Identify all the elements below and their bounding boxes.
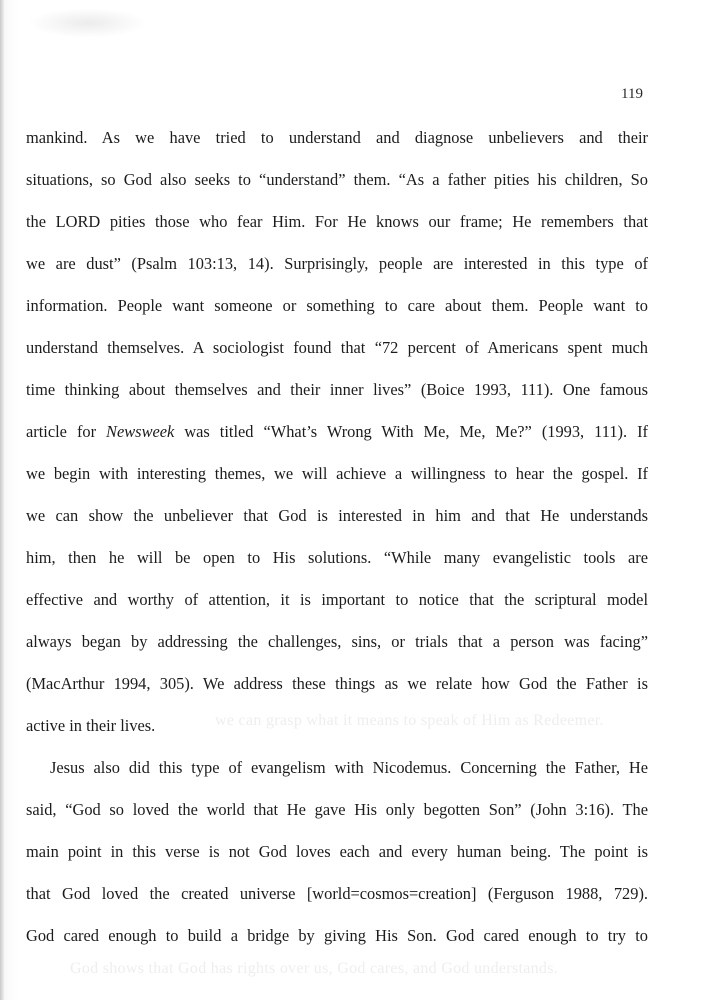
body-text-line: the LORD pities those who fear Him. For He knows our frame; He remembers that xyxy=(26,212,648,231)
paragraph-first-line: Jesus also did this type of evangelism with Nicodemus. Concerning the Father, He xyxy=(50,758,648,777)
body-text-line: time thinking about themselves and their inner lives” (Boice 1993, 111). One famous xyxy=(26,380,648,399)
body-text-line: understand themselves. A sociologist found that “72 percent of Americans spent much xyxy=(26,338,648,357)
scan-edge-shadow xyxy=(0,0,4,1000)
text-segment: was titled “What’s Wrong With Me, Me, Me?” (1993, 111). If xyxy=(174,422,648,441)
publication-title: Newsweek xyxy=(106,422,175,441)
body-text-line: situations, so God also seeks to “understand” them. “As a father pities his children, So xyxy=(26,170,648,189)
body-text-line: we can show the unbeliever that God is interested in him and that He understands xyxy=(26,506,648,525)
body-text-line xyxy=(26,422,648,442)
body-text-line: effective and worthy of attention, it is important to notice that the scriptural model xyxy=(26,590,648,609)
body-text-line: him, then he will be open to His solutions. “While many evangelistic tools are xyxy=(26,548,648,567)
text-segment: article for xyxy=(26,422,107,441)
body-text-line: God cared enough to build a bridge by giving His Son. God cared enough to try to xyxy=(26,926,648,945)
scan-smudge xyxy=(28,8,148,38)
body-text-line: mankind. As we have tried to understand and diagnose unbelievers and their xyxy=(26,128,648,147)
body-text-line: that God loved the created universe [world=cosmos=creation] (Ferguson 1988, 729). xyxy=(26,884,648,903)
body-text-line: said, “God so loved the world that He gave His only begotten Son” (John 3:16). The xyxy=(26,800,648,819)
body-text-line: we are dust” (Psalm 103:13, 14). Surprisingly, people are interested in this type of xyxy=(26,254,648,273)
body-text-line: information. People want someone or something to care about them. People want to xyxy=(26,296,648,315)
body-text-line: always began by addressing the challenges, sins, or trials that a person was facing” xyxy=(26,632,648,651)
bleed-through-text: God shows that God has rights over us, God cares, and God understands. xyxy=(70,960,559,977)
body-text-line: main point in this verse is not God loves each and every human being. The point is xyxy=(26,842,648,861)
page-number: 119 xyxy=(621,86,643,102)
body-text-line: active in their lives. xyxy=(26,716,156,735)
bleed-through-text: we can grasp what it means to speak of Him as Redeemer. xyxy=(215,712,604,729)
body-text-line: (MacArthur 1994, 305). We address these things as we relate how God the Father is xyxy=(26,674,648,693)
body-text-line: we begin with interesting themes, we will achieve a willingness to hear the gospel. If xyxy=(26,464,648,483)
